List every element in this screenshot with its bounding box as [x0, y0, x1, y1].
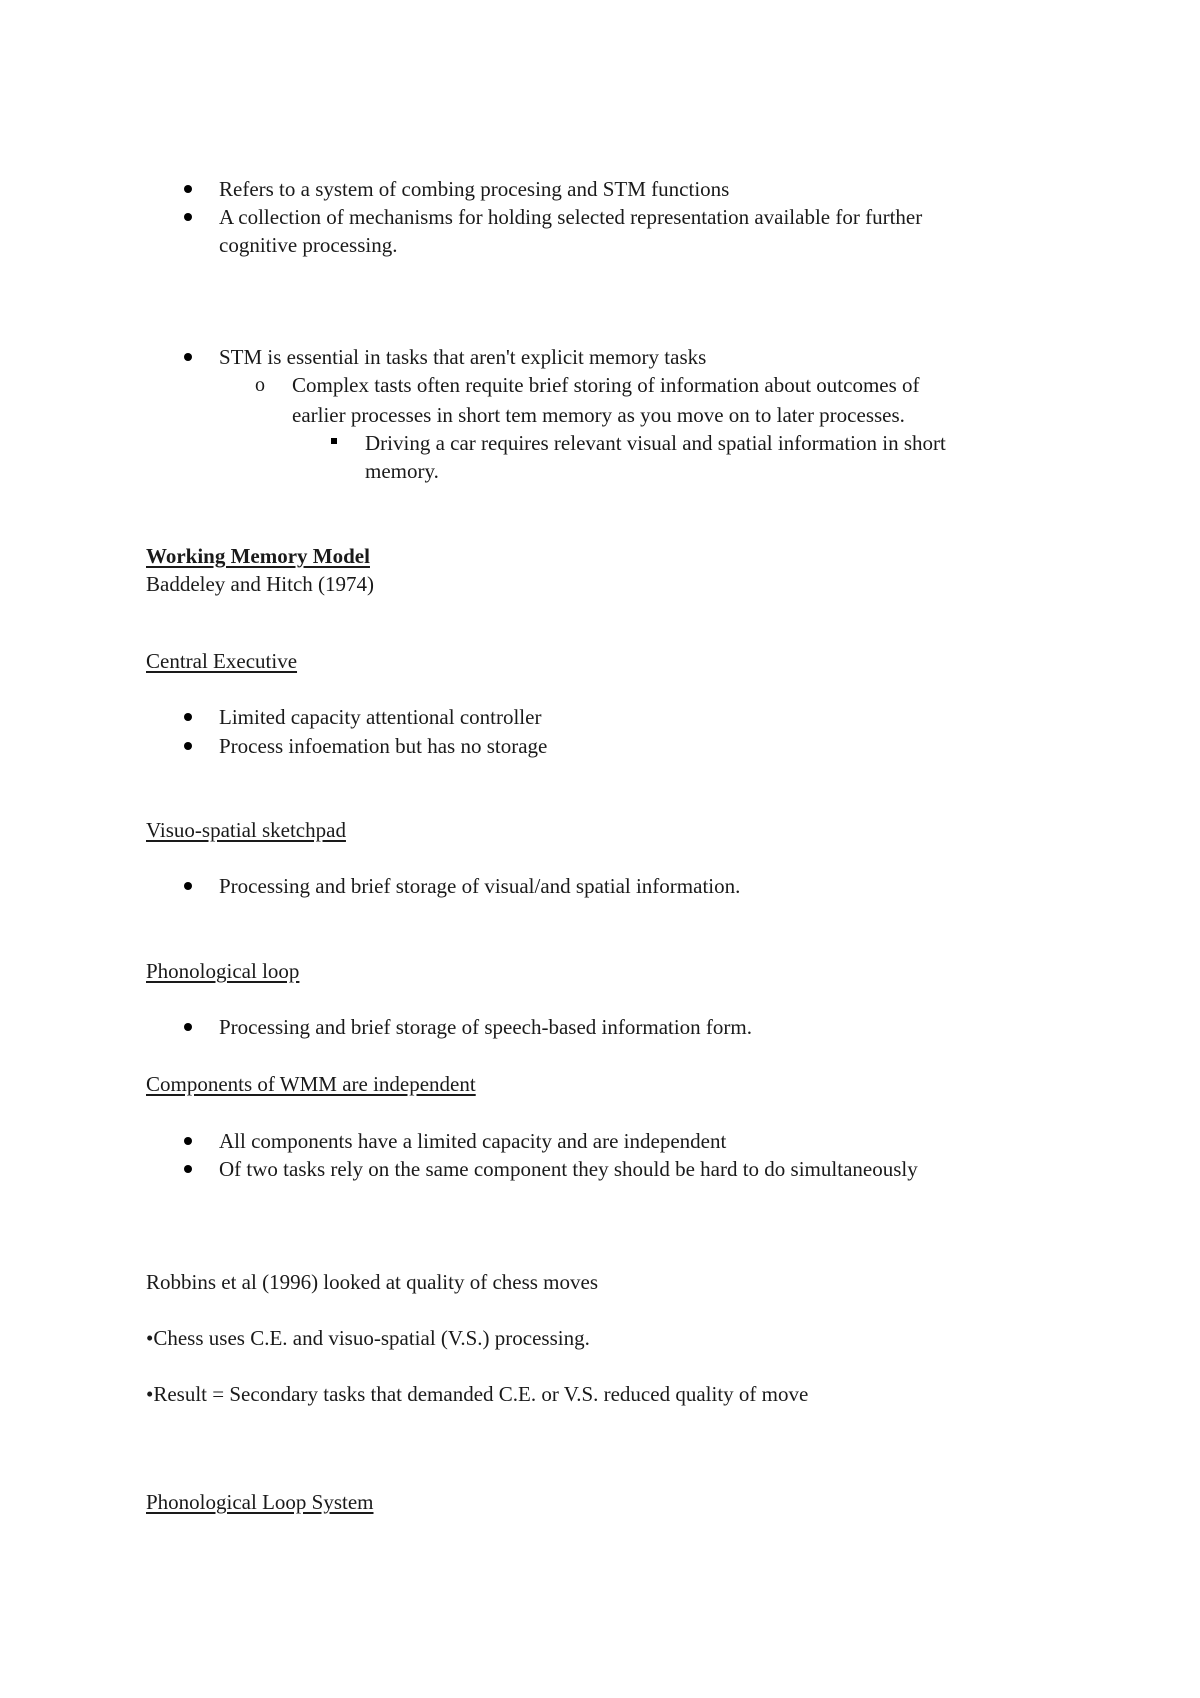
components-bullet-2: Of two tasks rely on the same component they should be hard to do simultaneously	[219, 1157, 918, 1181]
components-heading: Components of WMM are independent	[146, 1072, 476, 1096]
stm-sub-bullet-line-1: Complex tasts often requite brief storing of information about outcomes of	[292, 373, 920, 397]
visuo-spatial-bullet-1: Processing and brief storage of visual/and spatial information.	[219, 874, 741, 898]
bullet-dot-icon	[184, 1023, 192, 1031]
robbins-point-2: •Result = Secondary tasks that demanded C.E. or V.S. reduced quality of move	[146, 1382, 809, 1406]
phonological-loop-bullet-1: Processing and brief storage of speech-based information form.	[219, 1015, 752, 1039]
bullet-dot-icon	[184, 713, 192, 721]
intro-bullet-2-continued: cognitive processing.	[219, 233, 398, 257]
stm-bullet: STM is essential in tasks that aren't explicit memory tasks	[219, 345, 707, 369]
stm-sub-bullet-line-2: earlier processes in short tem memory as you move on to later processes.	[292, 403, 905, 427]
bullet-dot-icon	[184, 882, 192, 890]
circle-bullet-icon: o	[255, 374, 265, 396]
central-executive-bullet-1: Limited capacity attentional controller	[219, 705, 542, 729]
stm-sub-sub-bullet-line-2: memory.	[365, 459, 439, 483]
bullet-dot-icon	[184, 1165, 192, 1173]
square-bullet-icon	[331, 438, 337, 444]
bullet-dot-icon	[184, 213, 192, 221]
stm-sub-sub-bullet-line-1: Driving a car requires relevant visual and spatial information in short	[365, 431, 946, 455]
bullet-dot-icon	[184, 742, 192, 750]
wmm-title: Working Memory Model	[146, 544, 370, 568]
robbins-intro: Robbins et al (1996) looked at quality of chess moves	[146, 1270, 599, 1294]
intro-bullet-1: Refers to a system of combing procesing and STM functions	[219, 177, 730, 201]
visuo-spatial-heading: Visuo-spatial sketchpad	[146, 818, 346, 842]
bullet-dot-icon	[184, 185, 192, 193]
wmm-citation: Baddeley and Hitch (1974)	[146, 572, 375, 596]
central-executive-heading: Central Executive	[146, 649, 298, 673]
intro-bullet-2: A collection of mechanisms for holding selected representation available for further	[219, 205, 923, 229]
components-bullet-1: All components have a limited capacity and are independent	[219, 1129, 727, 1153]
phonological-loop-system-heading: Phonological Loop System	[146, 1490, 374, 1514]
robbins-point-1: •Chess uses C.E. and visuo-spatial (V.S.) processing.	[146, 1326, 590, 1350]
central-executive-bullet-2: Process infoemation but has no storage	[219, 734, 548, 758]
bullet-dot-icon	[184, 1137, 192, 1145]
phonological-loop-heading: Phonological loop	[146, 959, 300, 983]
bullet-dot-icon	[184, 353, 192, 361]
